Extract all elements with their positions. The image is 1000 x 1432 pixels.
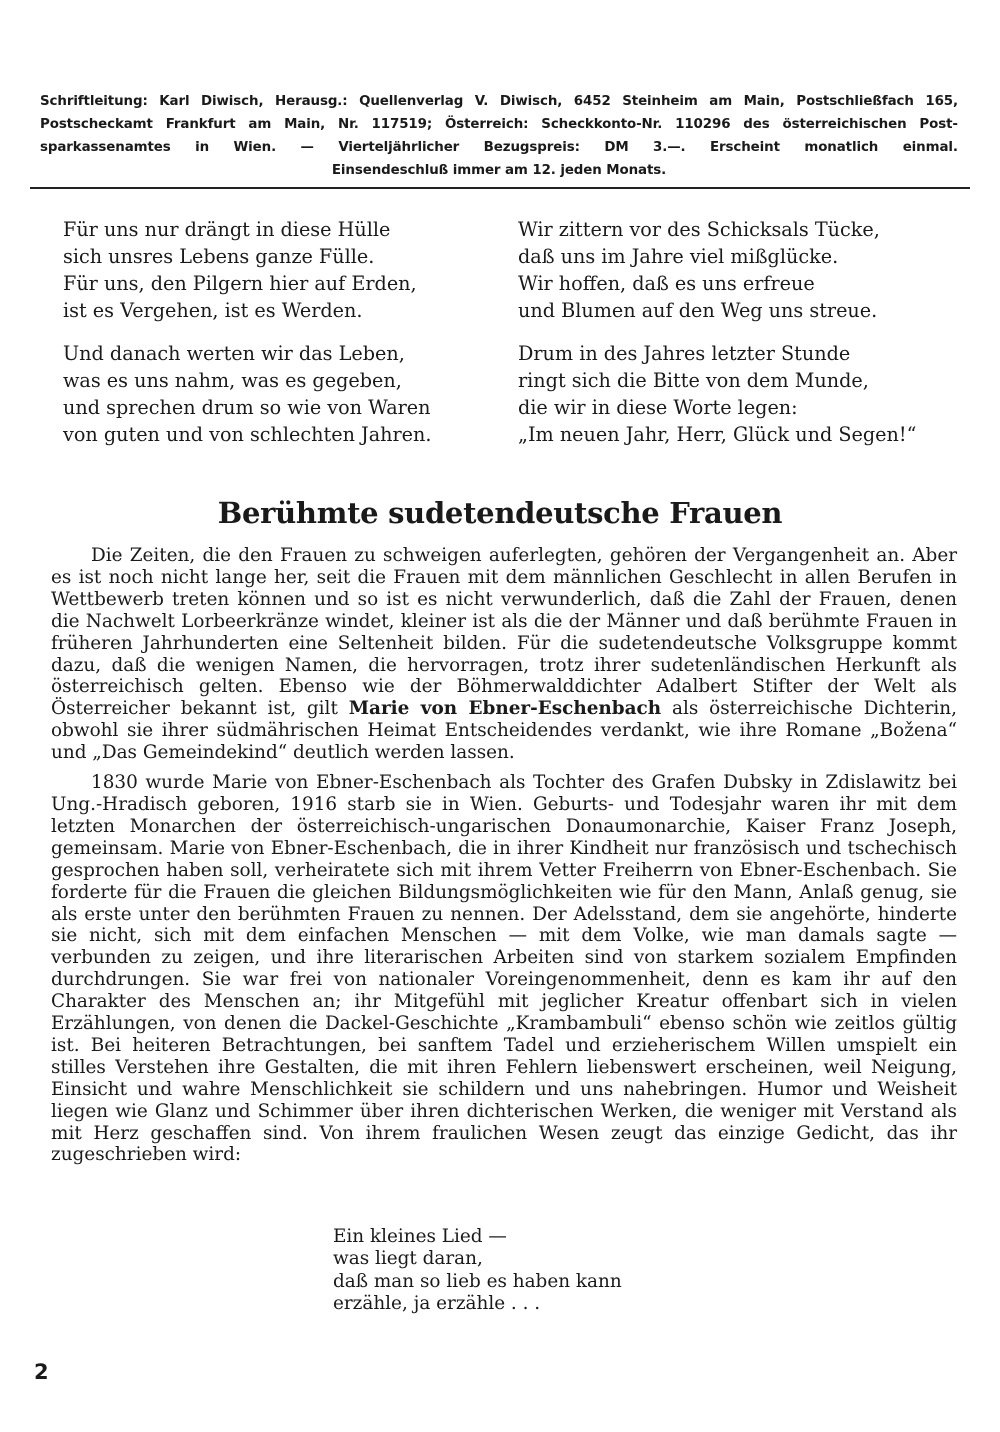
- masthead-word: 117519;: [371, 117, 433, 132]
- masthead-word: Erscheint: [709, 140, 780, 155]
- poem-stanza: [63, 216, 432, 324]
- masthead-word: 110296: [675, 117, 731, 132]
- masthead-word: Schriftleitung:: [40, 94, 148, 109]
- verse-line: Ein kleines Lied —: [333, 1226, 507, 1247]
- verse-line: erzähle, ja erzähle . . .: [333, 1292, 541, 1314]
- masthead-word: einmal.: [902, 140, 958, 155]
- verse-line: was liegt daran,: [333, 1248, 483, 1270]
- masthead-word: am: [248, 117, 272, 132]
- masthead-word: am: [709, 94, 733, 109]
- masthead-word: monatlich: [804, 140, 879, 155]
- header-divider: [30, 187, 970, 189]
- masthead-word: Diwisch,: [201, 94, 264, 109]
- poem-line: Drum in des Jahres letzter Stunde: [518, 342, 851, 365]
- masthead-word: des: [743, 117, 770, 132]
- poem-line: „Im neuen Jahr, Herr, Glück und Segen!“: [518, 423, 917, 446]
- masthead-word: Steinheim: [622, 94, 698, 109]
- article-title: Berühmte sudetendeutsche Frauen: [217, 496, 783, 530]
- masthead-word: Diwisch,: [499, 94, 563, 109]
- masthead-word: 6452: [573, 94, 611, 109]
- author-name: Marie von Ebner-Eschenbach: [348, 698, 662, 720]
- poem-line: ringt sich die Bitte von dem Munde,: [518, 369, 869, 392]
- article-paragraph-2: 1830 wurde Marie von Ebner-Eschenbach als Tochter des Grafen Dubsky in Zdislawitz bei Ung.-Hradisch geboren, 1916 starb sie in Wien. Geburts- und Todesjahr waren ihr mit dem letzten Monarchen der österreichisch-ungarischen Donaumonarchie, Kaiser Franz Joseph, gemeinsam. Marie von Ebner-Eschenbach, die in ihrer Kindheit nur französisch und tschechisch gesprochen haben soll, verheiratete sich mit ihrem Vetter Freiherrn von Ebner-Eschenbach. Sie forderte für die Frauen die gleichen Bildungsmöglichkeiten wie für den Mann, Anlaß genug, sie als erste unter den berühmten Frauen zu nennen. Der Adelsstand, dem sie angehörte, hinderte sie nicht, sich mit dem einfachen Menschen — mit dem Volke, wie man damals sagte — verbunden zu zeigen, und ihre literarischen Arbeiten sind von starkem sozialem Empfinden durchdrungen. Sie war frei von nationaler Voreingenommenheit, denn es kam ihr auf den Charakter des Menschen an; ihr Mitgefühl mit jeglicher Kreatur offenbart sich in vielen Erzählungen, von denen die Dackel-Geschichte „Krambambuli“ ebenso schön wie zeitlos gültig ist. Bei heiteren Betrachtungen, bei sanftem Tadel und erzieherischem Willen umspielt ein stilles Verstehen ihre Gestalten, die mit ihren Fehlern liebenswert erscheinen, weil Neigung, Einsicht und wahre Menschlichkeit sie schildern und uns nahebringen. Humor und Weisheit liegen wie Glanz und Schimmer über ihren dichterischen Werken, die weniger mit Verstand als mit Herz geschaffen sind. Von ihrem fraulichen Wesen zeugt das einzige Gedicht, das ihr zugeschrieben wird:: [51, 772, 957, 1166]
- poem-column-right: [518, 216, 916, 464]
- masthead-word: Frankfurt: [165, 117, 236, 132]
- poem-line: sich unsres Lebens ganze Fülle.: [63, 245, 375, 268]
- verse-line: daß man so lieb es haben kann: [333, 1270, 622, 1292]
- masthead-word: Main,: [284, 117, 326, 132]
- poem-line: ist es Vergehen, ist es Werden.: [63, 299, 363, 322]
- paragraph-text: Die Zeiten, die den Frauen zu schweigen auferlegten, gehören der Vergangenheit an. Aber es ist noch nicht lange her, seit die Frauen mit dem männlichen Geschlecht in allen Berufen in Wettbewerb treten können und so ist es nicht verwunderlich, daß die Zahl der Frauen, denen die Nachwelt Lorbeerkränze windet, kleiner ist als die der Männer und daß berühmte Frauen in früheren Jahrhunderten eine Seltenheit bilden. Für die sudetendeutsche Volksgruppe kommt dazu, daß die wenigen Namen, die hervorragen, trotz ihrer sudetenländischen Herkunft als österreichisch gelten. Ebenso wie der Böhmerwalddichter Adalbert Stifter der Welt als Österreicher bekannt ist, gilt: [51, 545, 957, 720]
- poem-line: und sprechen drum so wie von Waren: [63, 396, 431, 419]
- poem-column-left: [63, 216, 432, 464]
- masthead-line-3: [40, 136, 958, 159]
- poem-line: daß uns im Jahre viel mißglücke.: [518, 245, 839, 268]
- masthead-word: Quellenverlag: [359, 94, 464, 109]
- masthead-word: österreichischen: [782, 117, 907, 132]
- masthead-word: sparkassenamtes: [40, 140, 171, 155]
- masthead-word: Main,: [743, 94, 785, 109]
- masthead-word: in: [195, 140, 210, 155]
- paragraph-text: als österreichische Dichterin, obwohl sie ihrer südmährischen Heimat Entscheidendes verdankt, wie ihre Romane „Božena“ und „Das Gemeindekind“ deutlich werden lassen.: [51, 698, 957, 764]
- masthead-word: Scheckkonto-Nr.: [541, 117, 663, 132]
- poem-stanza: [518, 216, 916, 324]
- masthead-word: V.: [474, 94, 489, 109]
- masthead-word: Postscheckamt: [40, 117, 153, 132]
- masthead-word: Nr.: [338, 117, 359, 132]
- poem-stanza: [518, 340, 916, 448]
- poem-line: und Blumen auf den Weg uns streue.: [518, 299, 878, 322]
- poem-line: Für uns, den Pilgern hier auf Erden,: [63, 272, 417, 295]
- masthead: [40, 90, 958, 182]
- page-number: 2: [34, 1360, 49, 1384]
- masthead-word: DM: [604, 140, 629, 155]
- poem-line: was es uns nahm, was es gegeben,: [63, 369, 402, 392]
- poem-line: Und danach werten wir das Leben,: [63, 342, 405, 365]
- masthead-word: Bezugspreis:: [483, 140, 580, 155]
- masthead-word: 165,: [925, 94, 958, 109]
- article-paragraph-1: [51, 545, 957, 764]
- article-body: [51, 545, 957, 1166]
- masthead-word: Karl: [159, 94, 190, 109]
- poem-stanza: [63, 340, 432, 448]
- masthead-word: Post-: [919, 117, 958, 132]
- masthead-line-4: Einsendeschluß immer am 12. jeden Monats.: [331, 163, 667, 178]
- quoted-verse: [333, 1226, 622, 1315]
- masthead-word: Postschließfach: [796, 94, 914, 109]
- masthead-word: Vierteljährlicher: [338, 140, 460, 155]
- masthead-word: Wien.: [233, 140, 277, 155]
- poem-line: Für uns nur drängt in diese Hülle: [63, 218, 391, 241]
- poem-line: die wir in diese Worte legen:: [518, 396, 798, 419]
- masthead-word: Herausg.:: [274, 94, 348, 109]
- masthead-word: —: [300, 140, 314, 155]
- poem-line: von guten und von schlechten Jahren.: [63, 423, 432, 446]
- masthead-word: Österreich:: [444, 117, 529, 132]
- poem-line: Wir zittern vor des Schicksals Tücke,: [518, 218, 880, 241]
- poem-line: Wir hoffen, daß es uns erfreue: [518, 272, 815, 295]
- masthead-line-2: [40, 113, 958, 136]
- masthead-word: 3.—.: [653, 140, 686, 155]
- masthead-line-1: [40, 90, 958, 113]
